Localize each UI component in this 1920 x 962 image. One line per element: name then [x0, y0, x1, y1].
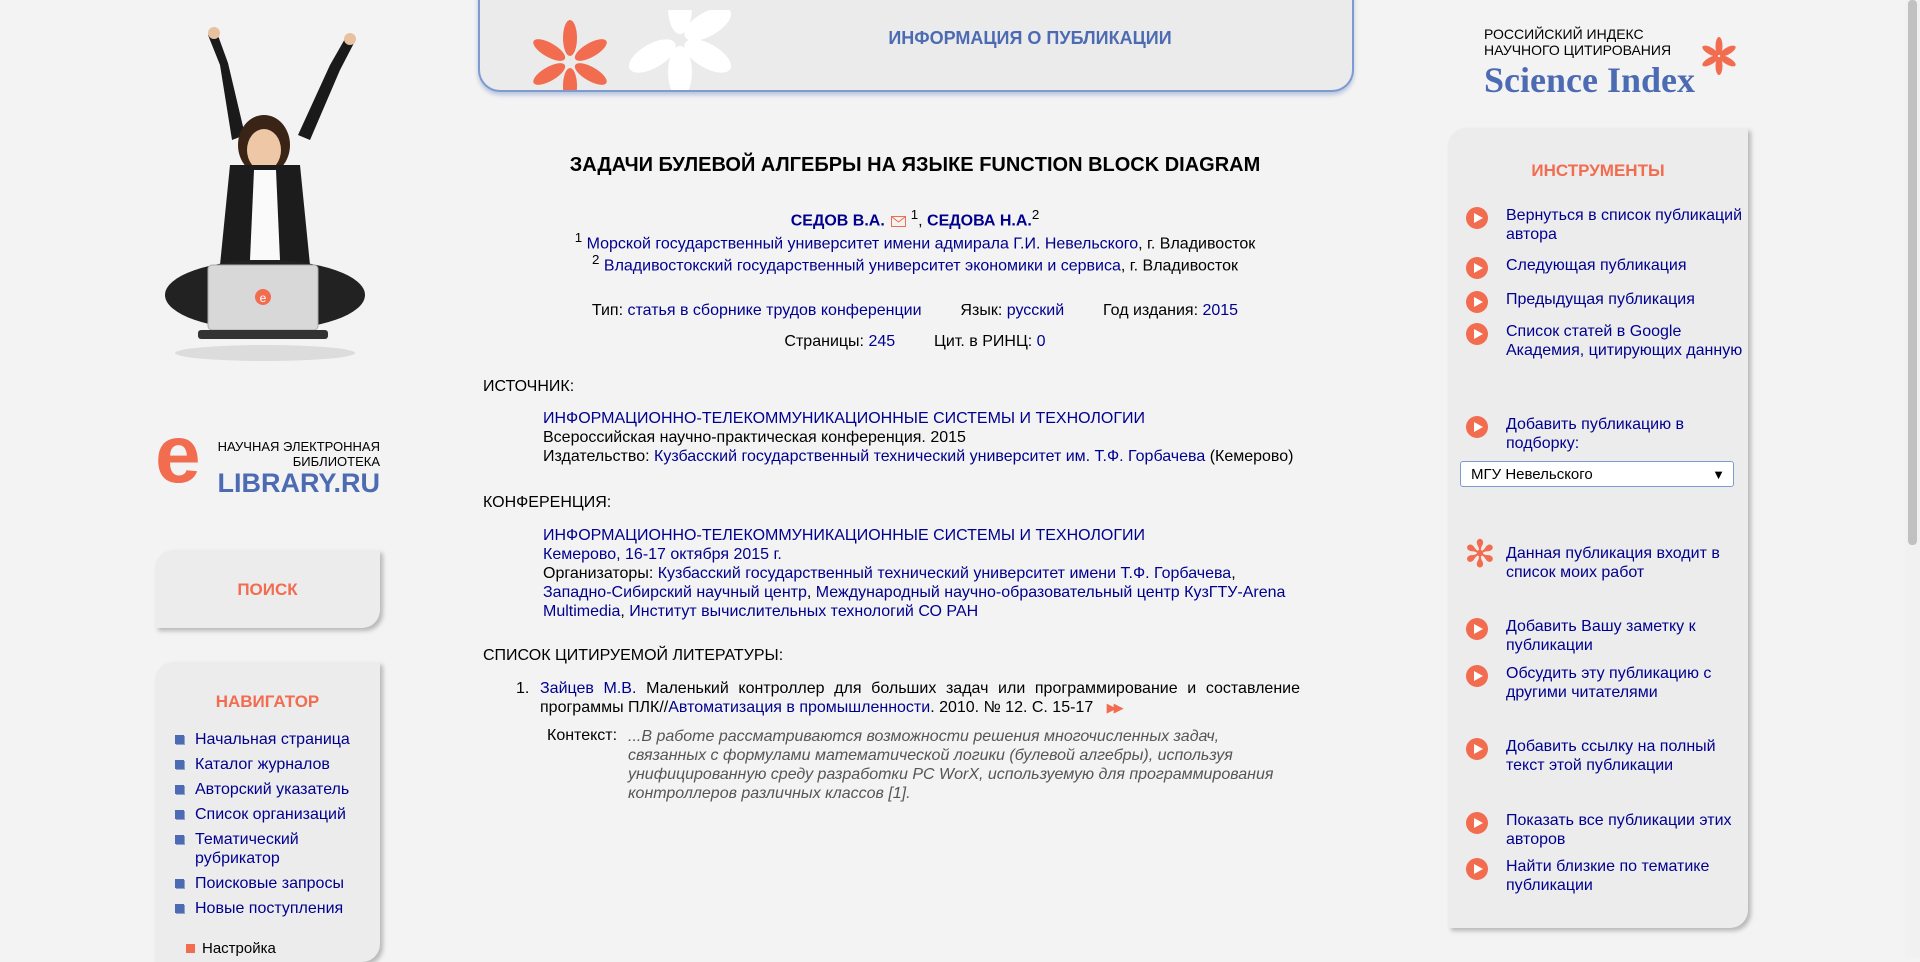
- fast-forward-icon[interactable]: ▶▶: [1106, 700, 1121, 715]
- author-sup-2: 2: [1031, 207, 1040, 222]
- affiliation-link-1[interactable]: Морской государственный университет имени адмирала Г.И. Невельского: [586, 235, 1139, 253]
- year-label: Год издания:: [1103, 302, 1199, 319]
- flower-decoration-icon: [520, 10, 760, 92]
- lang-value: русский: [1006, 302, 1065, 319]
- nav-item-queries[interactable]: Поисковые запросы: [173, 874, 373, 893]
- citations-link[interactable]: 0: [1036, 333, 1046, 350]
- nav-item-authors[interactable]: Авторский указатель: [173, 780, 373, 799]
- bullet-icon: [175, 879, 184, 888]
- page-title: ИНФОРМАЦИЯ О ПУБЛИКАЦИИ: [888, 28, 1172, 48]
- science-index-logo[interactable]: [1484, 26, 1744, 106]
- reference-text: [540, 679, 1300, 717]
- settings-link[interactable]: Настройка: [202, 940, 276, 957]
- conference-block: [543, 526, 1303, 621]
- nav-item-journals[interactable]: Каталог журналов: [173, 755, 373, 774]
- dropdown-arrow-icon: ▼: [1712, 467, 1725, 482]
- aff-sup-1: 1: [574, 230, 583, 245]
- affiliation-1: [480, 230, 1350, 253]
- bullet-icon: [175, 760, 184, 769]
- search-title[interactable]: ПОИСК: [237, 580, 298, 599]
- logo-text-line1: НАУЧНАЯ ЭЛЕКТРОННАЯ: [217, 439, 380, 454]
- email-icon[interactable]: [891, 216, 906, 227]
- asterisk-icon: ✻: [1464, 534, 1496, 576]
- conference-label: КОНФЕРЕНЦИЯ:: [483, 494, 612, 511]
- publisher-label: Издательство:: [543, 448, 650, 465]
- nav-item-home[interactable]: Начальная страница: [173, 730, 373, 749]
- logo-e-letter: e: [155, 409, 201, 500]
- year-value: 2015: [1202, 302, 1239, 319]
- citations-label: Цит. в РИНЦ:: [934, 333, 1033, 350]
- reference-journal-link[interactable]: Автоматизация в промышленности: [668, 699, 931, 716]
- context-label: Контекст:: [547, 727, 618, 744]
- organizer-link-3[interactable]: Международный научно-образовательный центр КузГТУ-Arena Multimedia: [543, 584, 1286, 620]
- pages-label: Страницы:: [784, 333, 864, 350]
- tools-title: ИНСТРУМЕНТЫ: [1531, 161, 1665, 180]
- source-label: ИСТОЧНИК:: [483, 378, 575, 395]
- publisher-city: (Кемерово): [1209, 448, 1294, 465]
- source-publisher: [543, 447, 1303, 466]
- organizers-label: Организаторы:: [543, 565, 654, 582]
- play-arrow-icon: [1466, 257, 1488, 279]
- reference-tail: . 2010. № 12. С. 15-17: [930, 699, 1094, 716]
- nav-item-rubricator[interactable]: Тематический рубрикатор: [173, 830, 373, 868]
- publisher-link[interactable]: Кузбасский государственный технический университет им. Т.Ф. Горбачева: [654, 448, 1206, 465]
- reference-number: 1.: [516, 680, 530, 697]
- bullet-icon: [175, 835, 184, 844]
- source-title-link[interactable]: ИНФОРМАЦИОННО-ТЕЛЕКОММУНИКАЦИОННЫЕ СИСТЕМЫ И ТЕХНОЛОГИИ: [543, 410, 1146, 427]
- navigator-panel: [155, 662, 380, 962]
- meta-line-2: [480, 333, 1350, 351]
- play-arrow-icon: [1466, 665, 1488, 687]
- science-index-caption: [1484, 26, 1671, 58]
- context-text: ...В работе рассматриваются возможности решения многочисленных задач, связанных с формулами математической логики (булевой алгебры), используя унифицированную среду разработки PC WorX, используемую для программирования контроллеров различных классов [1].: [628, 728, 1274, 802]
- bullet-icon: [175, 810, 184, 819]
- conference-place-link[interactable]: Кемерово, 16-17 октября 2015 г.: [543, 546, 782, 563]
- nav-item-organizations[interactable]: Список организаций: [173, 805, 373, 824]
- authors-line: [480, 207, 1350, 230]
- logo-brand: LIBRARY.RU: [217, 468, 380, 498]
- pages-value: 245: [868, 333, 896, 350]
- aff-sup-2: 2: [592, 252, 600, 267]
- organizer-link-1[interactable]: Кузбасский государственный технический университет имени Т.Ф. Горбачева: [657, 565, 1232, 582]
- bullet-icon: [175, 904, 184, 913]
- woman-with-laptop-photo: [150, 25, 380, 400]
- bullet-icon: [175, 735, 184, 744]
- reference-author-link[interactable]: Зайцев М.В.: [540, 680, 637, 697]
- bullet-icon: [186, 944, 195, 953]
- play-arrow-icon: [1466, 323, 1488, 345]
- header-banner: [478, 0, 1354, 92]
- vertical-scrollbar[interactable]: [1905, 0, 1920, 957]
- author-link-2[interactable]: СЕДОВА Н.А.: [927, 212, 1032, 230]
- play-arrow-icon: [1466, 416, 1488, 438]
- source-conference: Всероссийская научно-практическая конференция. 2015: [543, 429, 966, 446]
- si-caption-line2: НАУЧНОГО ЦИТИРОВАНИЯ: [1484, 42, 1672, 58]
- conference-organizers: Организаторы: Кузбасский государственный технический университет имени Т.Ф. Горбачева, Западно-Сибирский научный центр, Международный научно-образовательный центр КузГТУ-Arena Multimedia, Институт вычислительных технологий СО РАН: [543, 565, 1286, 620]
- lang-label: Язык:: [960, 302, 1003, 319]
- collection-select[interactable]: [1460, 461, 1734, 487]
- search-panel[interactable]: [155, 550, 380, 628]
- tools-panel: ИНСТРУМЕНТЫ Вернуться в список публикаций автора Следующая публикация Предыдущая публикация Список статей в Google Академия, цитирующих данную Добавить публикацию в подборку: МГУ Невельского ▼ ✻ Данная публикация входит в список моих работ Добавить Вашу заметку к публикации Обсудить эту публикацию с другими читателями Добавить ссылку на полный текст этой публикации Показать все публикации этих авторов Найти близкие по тематике публикации: [1448, 128, 1748, 928]
- scrollbar-thumb[interactable]: [1908, 0, 1917, 545]
- elibrary-logo[interactable]: [155, 409, 380, 502]
- play-arrow-icon: [1466, 858, 1488, 880]
- play-arrow-icon: [1466, 618, 1488, 640]
- affiliation-link-2[interactable]: Владивостокский государственный университет экономики и сервиса: [603, 257, 1121, 275]
- conference-title-link[interactable]: ИНФОРМАЦИОННО-ТЕЛЕКОММУНИКАЦИОННЫЕ СИСТЕМЫ И ТЕХНОЛОГИИ: [543, 527, 1146, 544]
- navigator-list: [173, 730, 373, 924]
- author-sup-1: 1: [910, 207, 919, 222]
- play-arrow-icon: [1466, 812, 1488, 834]
- reference-body: Маленький контроллер для больших задач или программирование и составление программы ПЛК//: [540, 680, 1300, 716]
- organizer-link-4[interactable]: Институт вычислительных технологий СО РАН: [629, 603, 979, 620]
- author-link-1[interactable]: СЕДОВ В.А.: [790, 212, 885, 230]
- references-label: СПИСОК ЦИТИРУЕМОЙ ЛИТЕРАТУРЫ:: [483, 647, 784, 664]
- meta-line-1: [480, 302, 1350, 320]
- type-label: Тип:: [591, 302, 624, 319]
- navigator-title: НАВИГАТОР: [215, 692, 320, 711]
- svg-text:e: e: [259, 291, 267, 305]
- logo-text-line2: БИБЛИОТЕКА: [292, 454, 380, 469]
- affiliation-2: [480, 252, 1350, 275]
- collection-select-value: МГУ Невельского: [1471, 466, 1593, 483]
- bullet-icon: [175, 785, 184, 794]
- play-arrow-icon: [1466, 291, 1488, 313]
- affiliation-city-1: , г. Владивосток: [1138, 235, 1256, 253]
- play-arrow-icon: [1466, 738, 1488, 760]
- science-index-brand: Science Index: [1484, 60, 1695, 100]
- asterisk-icon: [1699, 36, 1739, 76]
- publication-title: ЗАДАЧИ БУЛЕВОЙ АЛГЕБРЫ НА ЯЗЫКЕ FUNCTION BLOCK DIAGRAM: [569, 154, 1261, 176]
- source-block: [543, 409, 1303, 466]
- affiliation-city-2: , г. Владивосток: [1120, 257, 1238, 275]
- author-separator: ,: [918, 212, 923, 230]
- organizer-link-2[interactable]: Западно-Сибирский научный центр: [543, 584, 807, 601]
- si-caption-line1: РОССИЙСКИЙ ИНДЕКС: [1484, 26, 1644, 42]
- type-value: статья в сборнике трудов конференции: [627, 302, 922, 319]
- nav-item-new[interactable]: Новые поступления: [173, 899, 373, 918]
- play-arrow-icon: [1466, 207, 1488, 229]
